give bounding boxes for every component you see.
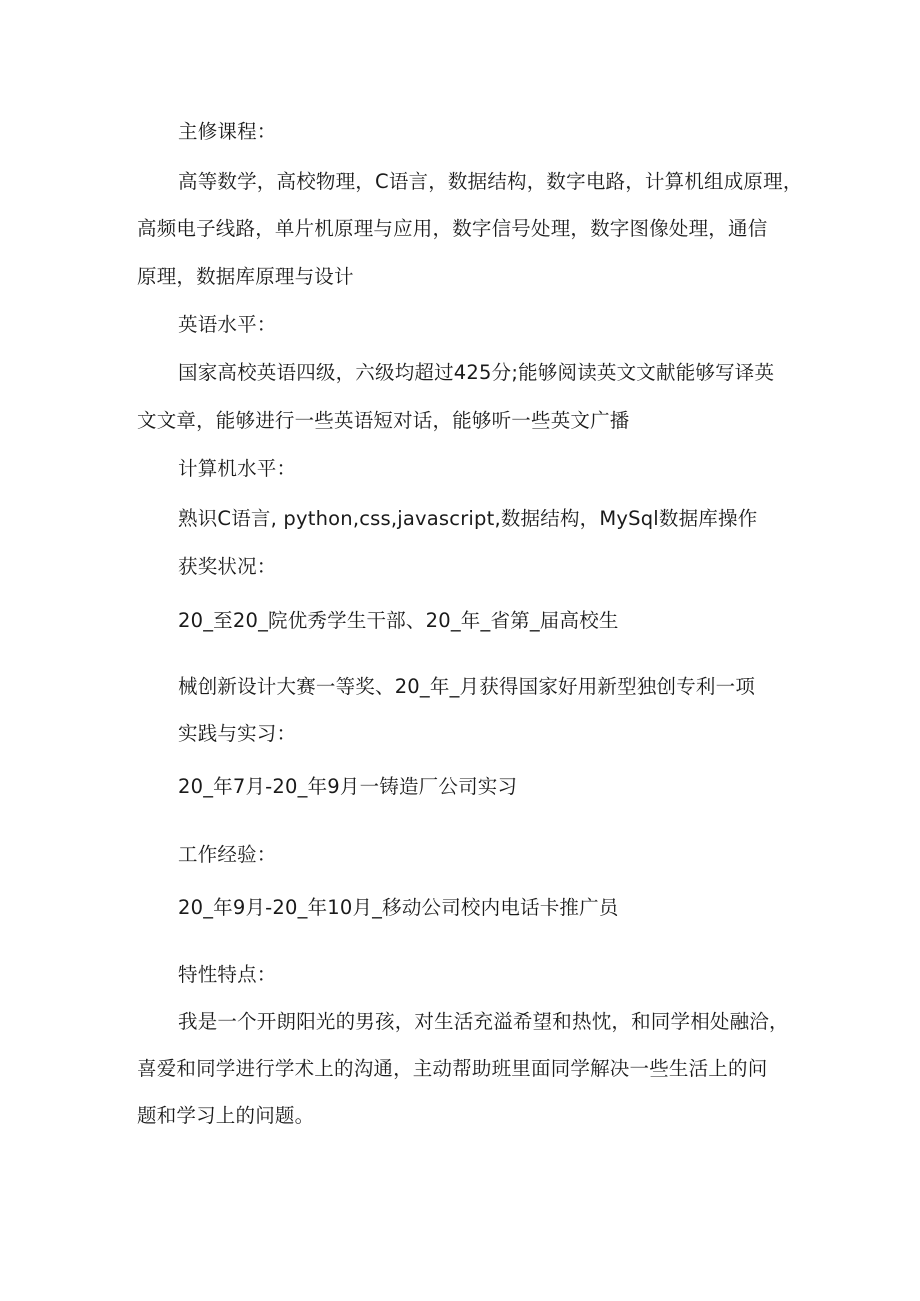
traits-line-3: 题和学习上的问题。	[137, 1104, 315, 1127]
traits-line-1: 我是一个开朗阳光的男孩，对生活充溢希望和热忱，和同学相处融洽，	[178, 1010, 789, 1033]
english-line-2: 文文章，能够进行一些英语短对话，能够听一些英文广播	[137, 409, 630, 432]
awards-line-1: 20_至20_院优秀学生干部、20_年_省第_届高校生	[178, 609, 619, 632]
practice-line-1: 20_年7月-20_年9月一铸造厂公司实习	[178, 775, 518, 798]
awards-line-2: 械创新设计大赛一等奖、20_年_月获得国家好用新型独创专利一项	[178, 675, 756, 698]
work-heading: 工作经验：	[178, 843, 277, 866]
english-line-1: 国家高校英语四级，六级均超过425分;能够阅读英文文献能够写译英	[178, 361, 775, 384]
traits-line-2: 喜爱和同学进行学术上的沟通，主动帮助班里面同学解决一些生活上的问	[137, 1057, 768, 1080]
traits-heading: 特性特点：	[178, 963, 277, 986]
computer-line-1: 熟识C语言, python,css,javascript,数据结构，MySql数据库操作	[178, 507, 758, 530]
awards-heading: 获奖状况：	[178, 555, 277, 578]
english-heading: 英语水平：	[178, 313, 277, 336]
work-line-1: 20_年9月-20_年10月_移动公司校内电话卡推广员	[178, 896, 619, 919]
courses-line-3: 原理，数据库原理与设计	[137, 265, 354, 288]
computer-heading: 计算机水平：	[178, 457, 297, 480]
courses-line-2: 高频电子线路，单片机原理与应用，数字信号处理，数字图像处理，通信	[137, 217, 768, 240]
practice-heading: 实践与实习：	[178, 722, 297, 745]
courses-line-1: 高等数学，高校物理，C语言，数据结构，数字电路，计算机组成原理，	[178, 170, 803, 193]
courses-heading: 主修课程：	[178, 120, 277, 143]
